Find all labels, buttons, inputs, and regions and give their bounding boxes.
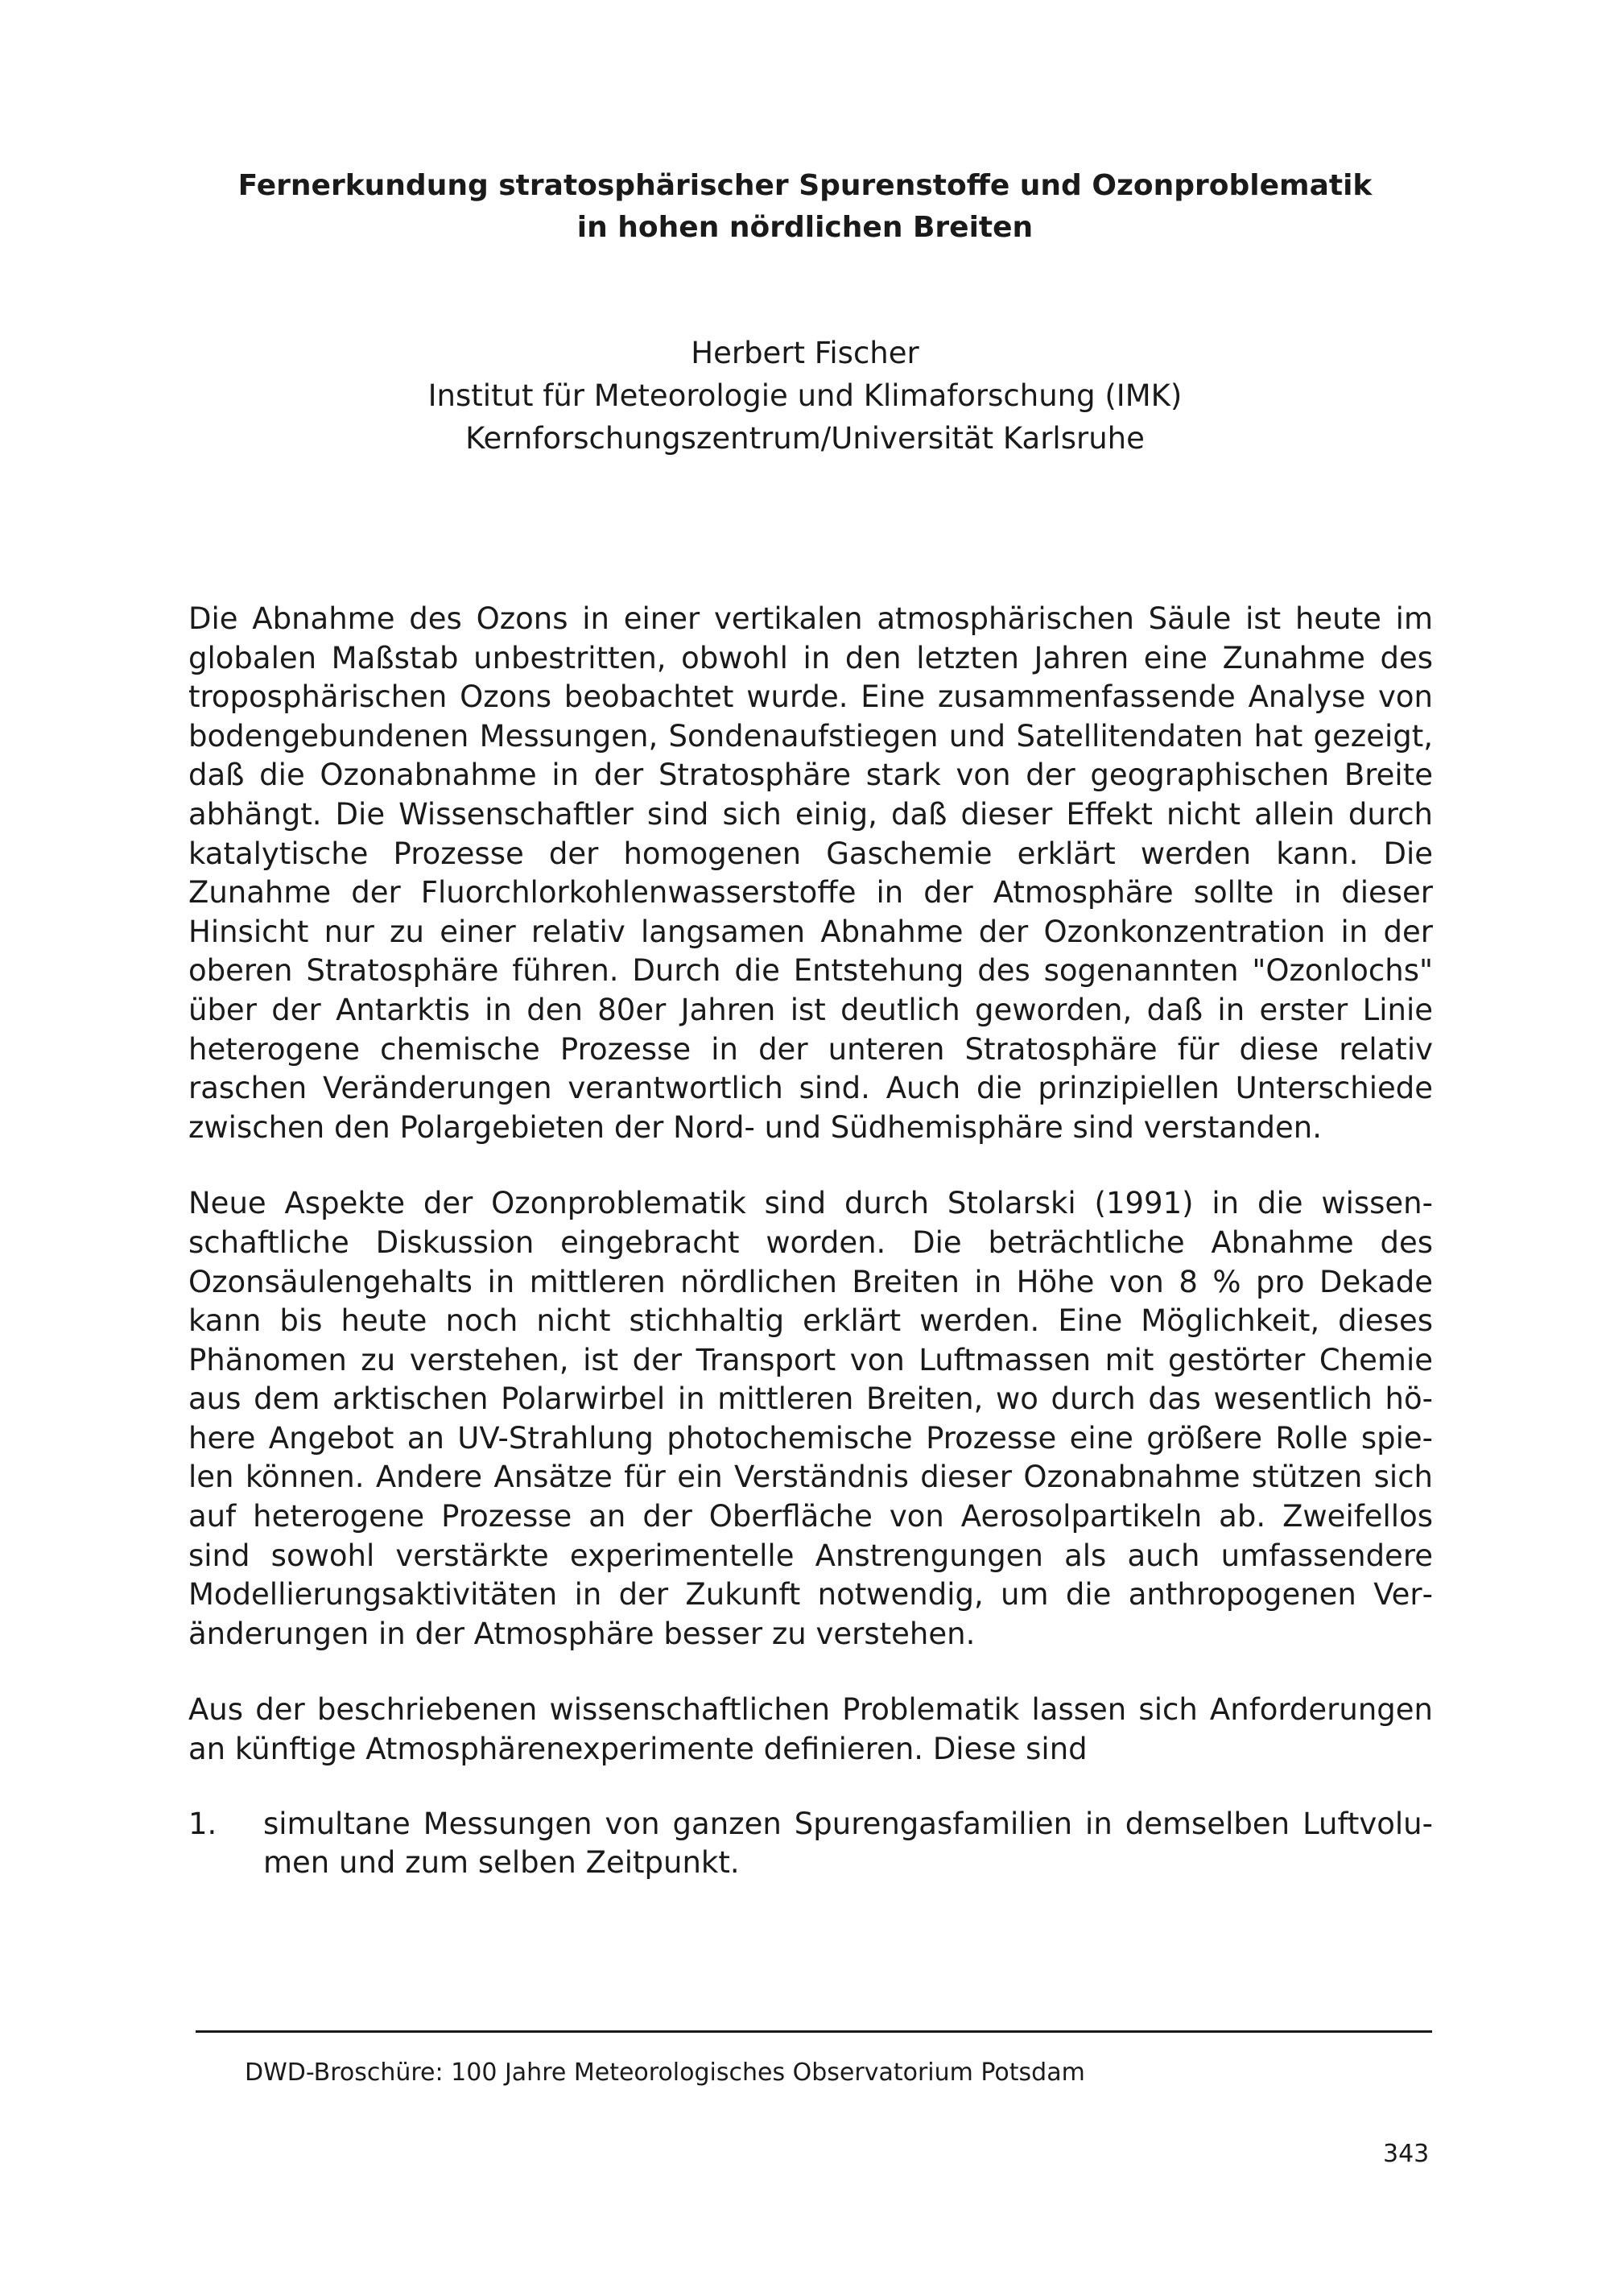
page-number: 343 xyxy=(1383,2140,1430,2168)
title-line-1: Fernerkundung stratosphärischer Spurenstoffe und Ozonproblematik xyxy=(237,169,1373,202)
body-text xyxy=(188,600,1433,1883)
list-item xyxy=(188,1805,1433,1883)
author-affiliation: Kernforschungszentrum/Universität Karlsruhe xyxy=(465,421,1145,456)
list-item-number: 1. xyxy=(188,1806,217,1841)
list-item-text: simultane Messungen von ganzen Spurengasfamilien in demselben Luftvolumen und zum selben Zeitpunkt. xyxy=(263,1806,1433,1881)
author-block xyxy=(0,332,1610,460)
paragraph-1: Die Abnahme des Ozons in einer vertikalen atmosphärischen Säule ist heute im globalen Maßstab unbestritten, obwohl in den letzten Jahren eine Zunahme des troposphärischen Ozons beobachtet wurde. Eine zusammenfassende Analyse von bodengebundenen Messungen, Sondenaufstiegen und Satellitendaten hat gezeigt, daß die Ozonabnahme in der Stratosphäre stark von der geographischen Breite abhängt. Die Wissenschaftler sind sich einig, daß dieser Effekt nicht allein durch katalytische Prozesse der homogenen Gaschemie erklärt werden kann. Die Zunahme der Fluorchlorkohlenwasserstoffe in der Atmosphäre sollte in dieser Hinsicht nur zu einer relativ langsamen Abnahme der Ozonkonzentration in der oberen Stratosphäre führen. Durch die Entstehung des sogenannten "Ozonlochs" über der Antarktis in den 80er Jahren ist deutlich geworden, daß in erster Linie heterogene chemische Prozesse in der unteren Stratosphäre für diese relativ raschen Veränderungen verantwortlich sind. Auch die prinzipiellen Unterschiede zwischen den Polargebieten der Nord- und Südhemisphäre sind verstanden. xyxy=(188,601,1433,1145)
author-institute: Institut für Meteorologie und Klimaforschung (IMK) xyxy=(427,378,1183,413)
author-name: Herbert Fischer xyxy=(691,336,919,370)
paragraph-3: Aus der beschriebenen wissenschaftlichen Problematik lassen sich Anforderungen an künftige Atmosphärenexperimente definieren. Diese sind xyxy=(188,1692,1433,1767)
paragraph-2: Neue Aspekte der Ozonproblematik sind durch Stolarski (1991) in die wissenschaftliche Diskussion eingebracht worden. Die beträchtliche Abnahme des Ozonsäulengehalts in mittleren nördlichen Breiten in Höhe von 8 % pro Dekade kann bis heute noch nicht stichhaltig erklärt werden. Eine Möglichkeit, dieses Phänomen zu verstehen, ist der Transport von Luftmassen mit gestörter Chemie aus dem arktischen Polarwirbel in mittleren Breiten, wo durch das wesentlich höhere Angebot an UV-Strahlung photochemische Prozesse eine größere Rolle spielen können. Andere Ansätze für ein Verständnis dieser Ozonabnahme stützen sich auf heterogene Prozesse an der Oberfläche von Aerosolpartikeln ab. Zweifellos sind sowohl verstärkte experimentelle Anstrengungen als auch umfassendere Modellierungsaktivitäten in der Zukunft notwendig, um die anthropogenen Veränderungen in der Atmosphäre besser zu verstehen. xyxy=(188,1186,1433,1651)
title-line-2: in hohen nördlichen Breiten xyxy=(576,211,1034,244)
footer-divider xyxy=(196,2030,1432,2033)
footer-source: DWD-Broschüre: 100 Jahre Meteorologisches Observatorium Potsdam xyxy=(245,2059,1085,2087)
document-title xyxy=(0,165,1610,249)
